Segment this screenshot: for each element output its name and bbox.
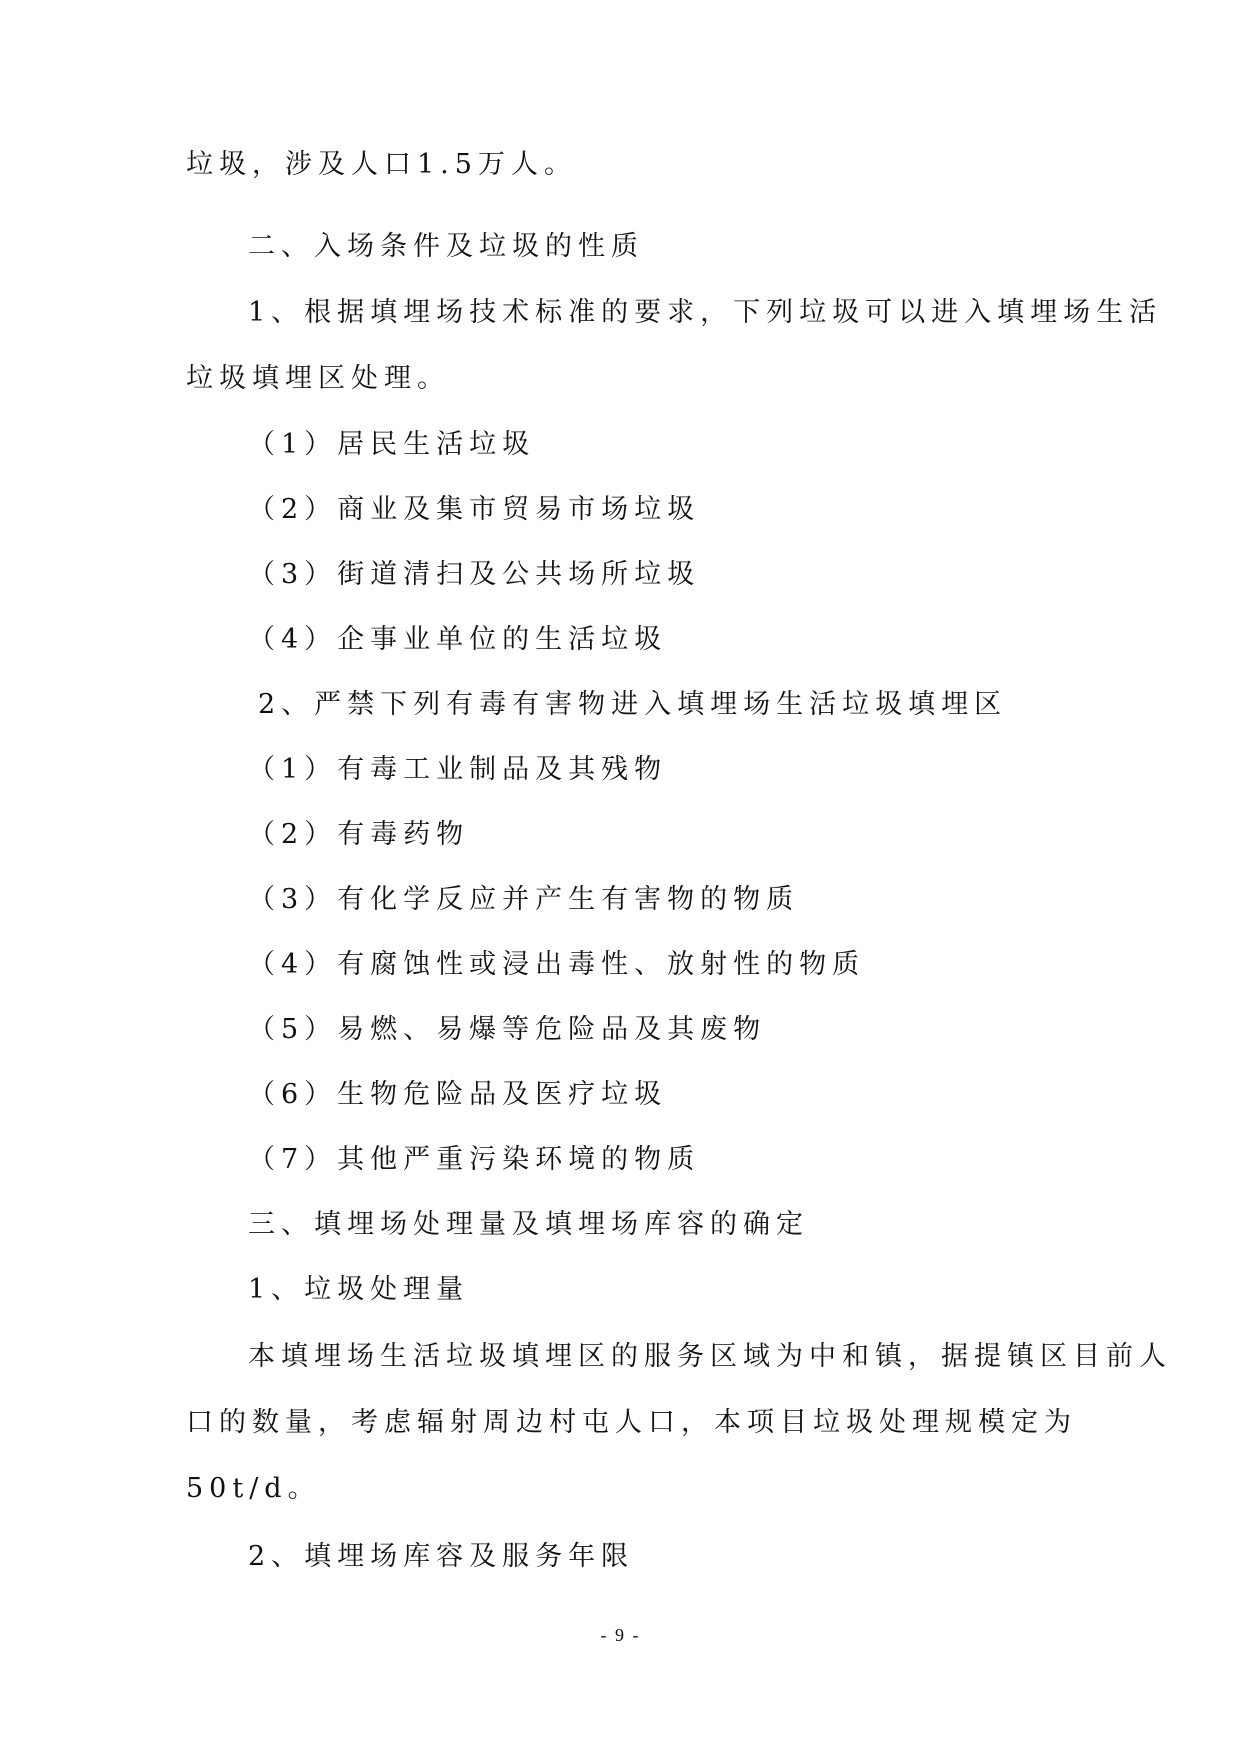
text-line: 垃圾填埋区处理。 (186, 363, 450, 394)
list-item: （1）居民生活垃圾 (248, 429, 536, 460)
subsection-heading: 2、填埋场库容及服务年限 (248, 1541, 635, 1572)
list-item: （3）有化学反应并产生有害物的物质 (248, 884, 800, 915)
subsection-heading: 1、垃圾处理量 (248, 1274, 470, 1305)
text-line: 50t/d。 (186, 1473, 321, 1504)
page-number: - 9 - (600, 1625, 641, 1645)
list-item: （2）有毒药物 (248, 819, 470, 850)
list-item: （5）易燃、易爆等危险品及其废物 (248, 1014, 767, 1045)
text-line: 1、根据填埋场技术标准的要求，下列垃圾可以进入填埋场生活 (248, 297, 1163, 328)
list-item: （2）商业及集市贸易市场垃圾 (248, 494, 701, 525)
text-line: 本填埋场生活垃圾填埋区的服务区域为中和镇，据提镇区目前人 (248, 1341, 1172, 1372)
text-line: 2、严禁下列有毒有害物进入填埋场生活垃圾填埋区 (258, 689, 1008, 720)
list-item: （7）其他严重污染环境的物质 (248, 1144, 701, 1175)
list-item: （6）生物危险品及医疗垃圾 (248, 1079, 668, 1110)
section-heading: 三、填埋场处理量及填埋场库容的确定 (248, 1209, 809, 1240)
list-item: （3）街道清扫及公共场所垃圾 (248, 559, 701, 590)
list-item: （1）有毒工业制品及其残物 (248, 754, 668, 785)
list-item: （4）企事业单位的生活垃圾 (248, 624, 668, 655)
text-line: 垃圾，涉及人口1.5万人。 (186, 149, 577, 180)
text-line: 口的数量，考虑辐射周边村屯人口，本项目垃圾处理规模定为 (186, 1407, 1077, 1438)
section-heading: 二、入场条件及垃圾的性质 (248, 231, 644, 262)
list-item: （4）有腐蚀性或浸出毒性、放射性的物质 (248, 949, 866, 980)
